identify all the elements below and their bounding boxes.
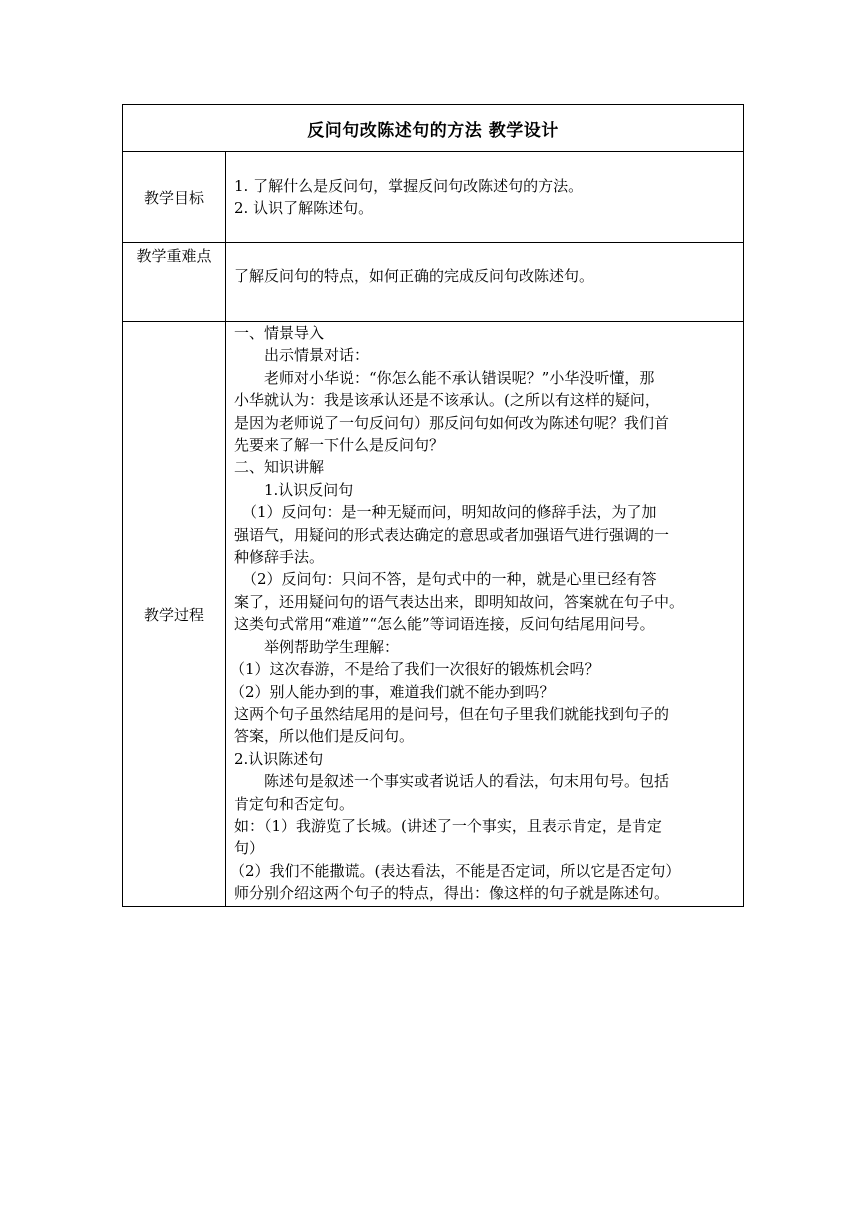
process-line: 句）	[234, 839, 265, 858]
process-line: 二、知识讲解	[234, 458, 325, 477]
process-line: 如：（1）我游览了长城。(讲述了一个事实，且表示肯定，是肯定	[234, 816, 662, 835]
process-line: （1）反问句：是一种无疑而问，明知故问的修辞手法，为了加	[242, 503, 657, 522]
process-line: 这两个句子虽然结尾用的是问号，但在句子里我们就能找到句子的	[234, 704, 670, 723]
key-difficulty-label: 教学重难点	[123, 243, 226, 322]
process-line: 肯定句和否定句。	[234, 794, 355, 813]
teaching-goal-content	[226, 152, 744, 243]
lesson-plan-table	[122, 104, 744, 907]
teaching-goal-row	[123, 152, 744, 243]
process-line: （2）反问句：只问不答，是句式中的一种，就是心里已经有答	[242, 570, 657, 589]
process-line: （2）我们不能撒谎。(表达看法，不能是否定词，所以它是否定句）	[230, 861, 681, 880]
process-line: 老师对小华说：“你怎么能不承认错误呢？”小华没听懂，那	[264, 368, 655, 387]
process-line: （2）别人能办到的事，难道我们就不能办到吗？	[230, 682, 555, 701]
process-line: 这类句式常用“难道”“怎么能”等词语连接，反问句结尾用问号。	[234, 615, 655, 634]
process-line: 出示情景对话：	[264, 346, 370, 365]
process-line: 案了，还用疑问句的语气表达出来，即明知故问，答案就在句子中。	[234, 592, 685, 611]
goal-item: 2. 认识了解陈述句。	[234, 199, 374, 217]
process-line: 师分别介绍这两个句子的特点，得出：像这样的句子就是陈述句。	[234, 884, 670, 903]
process-line: 举例帮助学生理解：	[264, 637, 400, 656]
process-line: 陈述句是叙述一个事实或者说话人的看法，句末用句号。包括	[264, 772, 670, 791]
goal-item: 1. 了解什么是反问句，掌握反问句改陈述句的方法。	[234, 176, 584, 195]
teaching-process-content	[226, 322, 744, 907]
process-line: 1.认识反问句	[264, 480, 354, 499]
process-line: 是因为老师说了一句反问句）那反问句如何改为陈述句呢？我们首	[234, 413, 670, 432]
process-line: 强语气，用疑问的形式表达确定的意思或者加强语气进行强调的一	[234, 525, 670, 544]
process-line: 2.认识陈述句	[234, 749, 324, 768]
process-line: （1）这次春游，不是给了我们一次很好的锻炼机会吗？	[230, 660, 600, 679]
teaching-goal-label: 教学目标	[123, 152, 226, 243]
key-difficulty-content: 了解反问句的特点，如何正确的完成反问句改陈述句。	[226, 243, 744, 322]
process-line: 一、情景导入	[234, 324, 325, 342]
process-line: 小华就认为：我是该承认还是不该承认。(之所以有这样的疑问，	[234, 391, 660, 410]
title-row	[123, 105, 744, 152]
document-title: 反问句改陈述句的方法 教学设计	[123, 105, 744, 152]
process-line: 答案，所以他们是反问句。	[234, 727, 415, 746]
process-line: 先要来了解一下什么是反问句？	[234, 436, 445, 455]
teaching-process-label: 教学过程	[123, 322, 226, 907]
key-difficulty-row	[123, 243, 744, 322]
teaching-process-row	[123, 322, 744, 907]
process-line: 种修辞手法。	[234, 548, 325, 567]
